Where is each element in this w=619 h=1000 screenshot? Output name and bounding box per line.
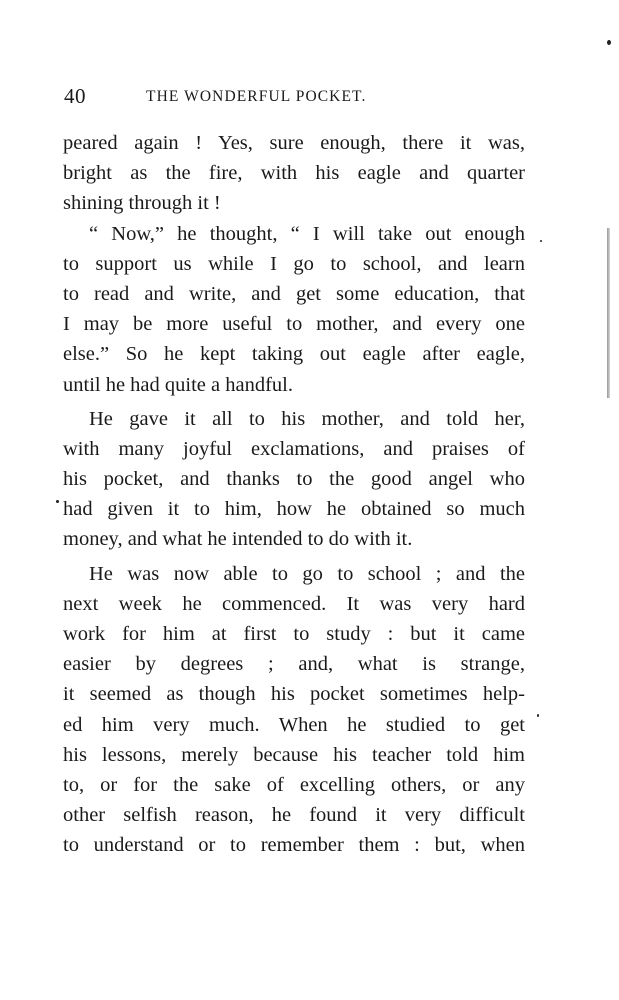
- text-line: next week he commenced. It was very hard: [63, 592, 525, 615]
- text-line: with many joyful exclamations, and praises of: [63, 437, 525, 460]
- text-line: to read and write, and get some education, that: [63, 282, 525, 305]
- ink-speck: [537, 714, 539, 717]
- text-line: He was now able to go to school ; and the: [89, 562, 525, 585]
- text-line: peared again ! Yes, sure enough, there it was,: [63, 132, 525, 154]
- paragraph-4: [63, 559, 525, 861]
- text-line: it seemed as though his pocket sometimes help-: [63, 683, 525, 706]
- text-line: to, or for the sake of excelling others, or any: [63, 773, 525, 796]
- running-title: THE WONDERFUL POCKET.: [146, 88, 367, 105]
- paragraph-1: [63, 128, 525, 219]
- text-line: “ Now,” he thought, “ I will take out enough: [89, 222, 525, 245]
- ink-speck: [540, 240, 542, 242]
- text-line: easier by degrees ; and, what is strange,: [63, 653, 525, 676]
- text-line: had given it to him, how he obtained so much: [63, 498, 525, 521]
- ink-speck: [607, 40, 611, 45]
- text-line: work for him at first to study : but it came: [63, 623, 525, 645]
- text-line: to understand or to remember them : but, when: [63, 834, 525, 857]
- page-number: 40: [64, 84, 86, 108]
- paragraph-3: [63, 404, 525, 555]
- text-line: until he had quite a handful.: [63, 373, 293, 396]
- body-text: [63, 128, 525, 861]
- paragraph-2: [63, 219, 525, 400]
- text-line: his lessons, merely because his teacher told him: [63, 743, 525, 766]
- text-line: ed him very much. When he studied to get: [63, 713, 525, 736]
- text-line: He gave it all to his mother, and told her,: [89, 407, 525, 430]
- text-line: to support us while I go to school, and learn: [63, 252, 525, 275]
- ink-speck: [56, 500, 59, 503]
- text-line: I may be more useful to mother, and every one: [63, 313, 525, 336]
- text-line: shining through it !: [63, 192, 221, 215]
- text-line: bright as the fire, with his eagle and quarter: [63, 162, 525, 185]
- text-line: money, and what he intended to do with it.: [63, 528, 413, 551]
- page-header: [64, 84, 524, 114]
- text-line: his pocket, and thanks to the good angel who: [63, 468, 525, 491]
- binding-shadow: [607, 228, 610, 398]
- text-line: other selfish reason, he found it very difficult: [63, 804, 525, 827]
- text-line: else.” So he kept taking out eagle after eagle,: [63, 343, 525, 366]
